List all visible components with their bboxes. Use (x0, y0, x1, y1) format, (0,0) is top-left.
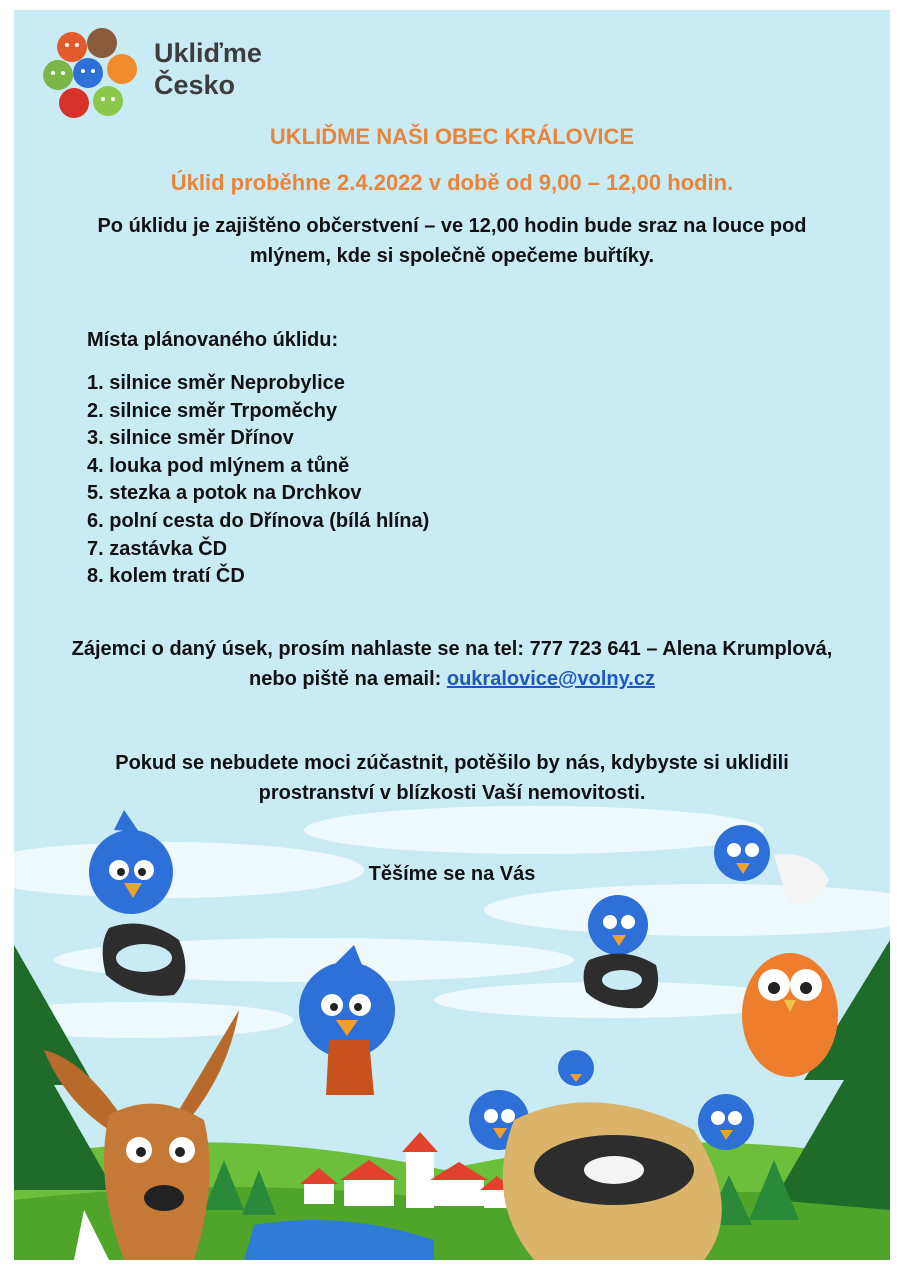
owl-icon (742, 953, 838, 1077)
event-date: Úklid proběhne 2.4.2022 v době od 9,00 – 12,00 hodin. (170, 170, 734, 195)
list-item: 5. stezka a potok na Drchkov (87, 482, 362, 505)
email-link[interactable]: oukralovice@volny.cz (446, 668, 655, 690)
poster (14, 10, 890, 1260)
face-icon (107, 54, 137, 84)
list-item: 4. louka pod mlýnem a tůně (87, 454, 350, 477)
face-icon (43, 60, 73, 90)
list-item: 1. silnice směr Neprobylice (87, 372, 345, 394)
brand-line-2: Česko (154, 69, 236, 100)
tire-icon (103, 924, 186, 996)
bird-icon (588, 895, 648, 955)
list-item: 6. polní cesta do Dřínova (bílá hlína) (87, 509, 430, 532)
places-list (87, 370, 429, 591)
contact-info: Zájemci o daný úsek, prosím nahlaste se na tel: 777 723 641 – Alena Krumplová, nebo piště na email: (71, 638, 833, 690)
list-item: 8. kolem tratí ČD (87, 565, 245, 588)
face-icon (59, 88, 89, 118)
list-item: 3. silnice směr Dřínov (87, 427, 294, 450)
bird-icon (698, 1094, 754, 1150)
trash-bag-icon (503, 1102, 722, 1260)
contact-text (64, 634, 840, 694)
face-icon (57, 32, 87, 62)
ukliďme-cesko-logo (42, 25, 152, 125)
brand-name (154, 38, 262, 102)
bird-icon (89, 810, 173, 914)
face-icon (87, 28, 117, 58)
face-icon (73, 58, 103, 88)
page-title: UKLIĎME NAŠI OBEC KRÁLOVICE (269, 124, 635, 149)
face-icon (93, 86, 123, 116)
list-item: 2. silnice směr Trpoměchy (87, 399, 338, 422)
intro-text: Po úklidu je zajištěno občerstvení – ve 12,00 hodin bude sraz na louce pod mlýnem, kde si společně opečeme buřtíky. (97, 215, 807, 267)
places-heading: Místa plánovaného úklidu: (87, 329, 339, 351)
list-item: 7. zastávka ČD (87, 537, 228, 560)
bird-icon (558, 1050, 594, 1086)
absent-note: Pokud se nebudete moci zúčastnit, potěšilo by nás, kdybyste si uklidili prostranství v blízkosti Vaší nemovitosti. (115, 752, 789, 804)
brand-line-1: Ukliďme (154, 38, 262, 68)
closing-text: Těšíme se na Vás (368, 863, 536, 885)
